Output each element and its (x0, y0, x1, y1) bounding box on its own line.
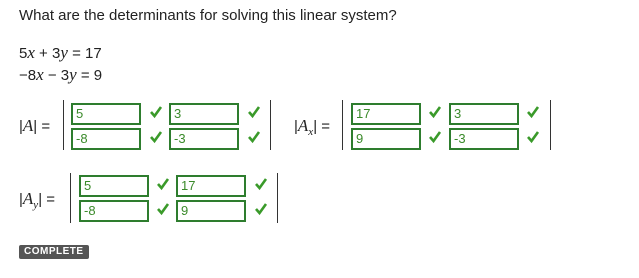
ax-cell-1-2[interactable]: 3 (449, 103, 519, 125)
determinant-a-left-bar (63, 100, 64, 150)
determinant-a-label: |A| = (19, 116, 51, 135)
ay-cell-1-2[interactable]: 17 (176, 175, 246, 197)
check-icon (156, 202, 170, 216)
check-icon (149, 105, 163, 119)
question-text: What are the determinants for solving this linear system? (19, 7, 397, 24)
determinant-ay-right-bar (277, 173, 278, 223)
check-icon (254, 202, 268, 216)
determinant-ay-left-bar (70, 173, 71, 223)
ax-cell-1-1[interactable]: 17 (351, 103, 421, 125)
a-cell-1-2[interactable]: 3 (169, 103, 239, 125)
a-cell-1-1[interactable]: 5 (71, 103, 141, 125)
check-icon (526, 105, 540, 119)
ay-cell-1-1[interactable]: 5 (79, 175, 149, 197)
determinant-ax-label: $|A_x|$ = (294, 116, 331, 138)
determinant-ax-right-bar (550, 100, 551, 150)
status-badge: COMPLETE (19, 245, 89, 259)
ay-cell-2-2[interactable]: 9 (176, 200, 246, 222)
ax-cell-2-1[interactable]: 9 (351, 128, 421, 150)
determinant-a-right-bar (270, 100, 271, 150)
check-icon (247, 130, 261, 144)
ax-cell-2-2[interactable]: -3 (449, 128, 519, 150)
check-icon (247, 105, 261, 119)
check-icon (428, 105, 442, 119)
equation-2: −8x − 3y = 9 (19, 65, 103, 84)
a-cell-2-1[interactable]: -8 (71, 128, 141, 150)
equation-1: 5x + 3y = 17 (19, 43, 102, 62)
check-icon (156, 177, 170, 191)
check-icon (428, 130, 442, 144)
check-icon (526, 130, 540, 144)
a-cell-2-2[interactable]: -3 (169, 128, 239, 150)
determinant-ay-label: $|A_y|$ = (19, 189, 56, 211)
check-icon (149, 130, 163, 144)
check-icon (254, 177, 268, 191)
determinant-ax-left-bar (342, 100, 343, 150)
ay-cell-2-1[interactable]: -8 (79, 200, 149, 222)
